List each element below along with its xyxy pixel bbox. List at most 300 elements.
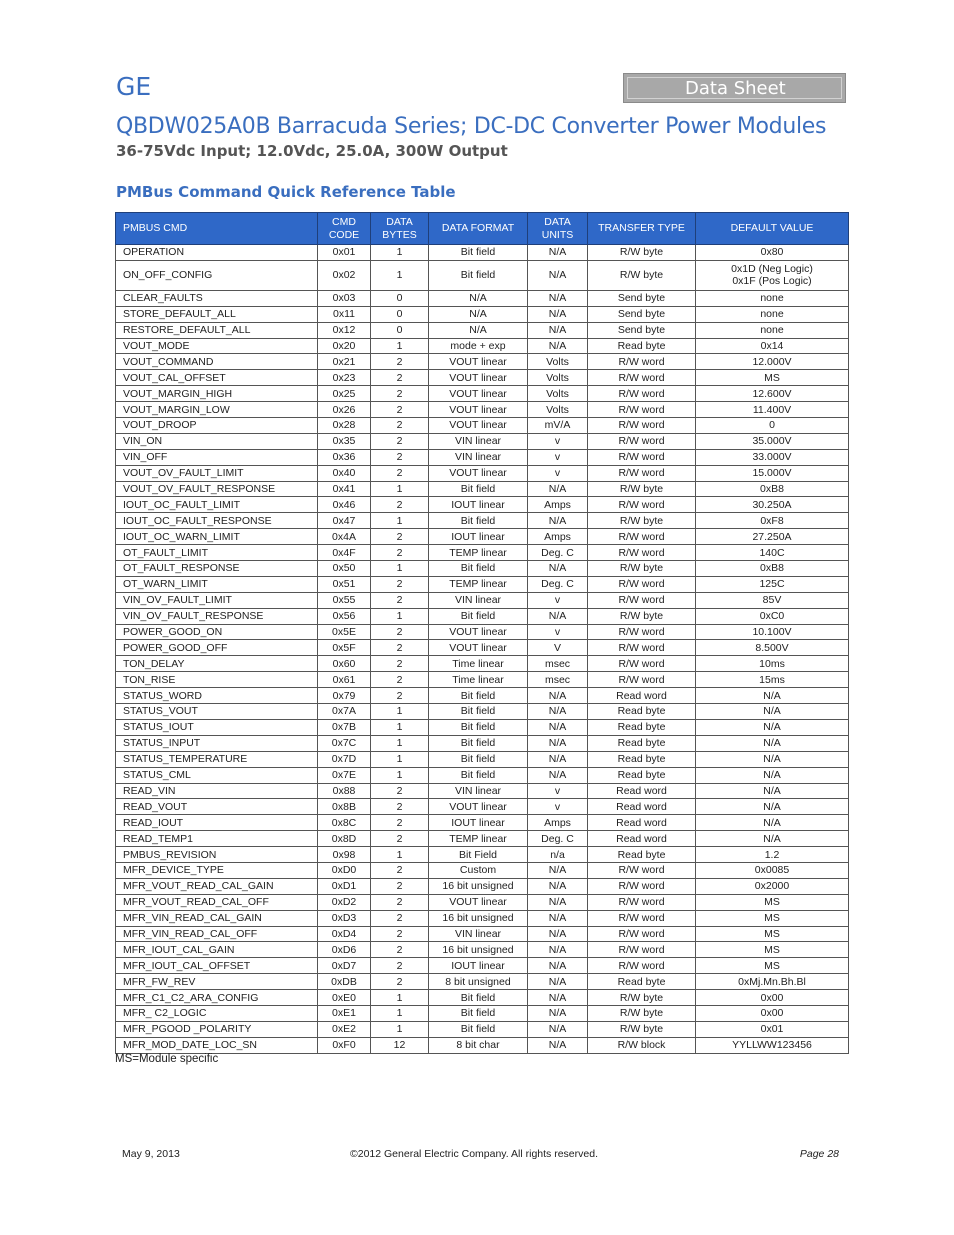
cell-data-format: Bit field xyxy=(429,1005,528,1021)
table-row xyxy=(116,497,849,513)
cell-cmd-code: 0x61 xyxy=(318,672,371,688)
cell-cmd-code: 0x20 xyxy=(318,338,371,354)
cell-cmd-name: MFR_IOUT_CAL_OFFSET xyxy=(116,958,318,974)
cell-cmd-code: 0xD7 xyxy=(318,958,371,974)
cell-cmd-name: VOUT_COMMAND xyxy=(116,354,318,370)
cell-data-bytes: 1 xyxy=(371,847,429,863)
cell-transfer-type: Send byte xyxy=(588,290,696,306)
cell-cmd-code: 0x7A xyxy=(318,704,371,720)
cell-transfer-type: Read word xyxy=(588,815,696,831)
cell-cmd-name: VOUT_CAL_OFFSET xyxy=(116,370,318,386)
cell-data-format: VIN linear xyxy=(429,449,528,465)
cell-cmd-code: 0x50 xyxy=(318,561,371,577)
cell-data-units: n/a xyxy=(528,847,588,863)
cell-transfer-type: R/W word xyxy=(588,465,696,481)
cell-cmd-code: 0xD1 xyxy=(318,878,371,894)
cell-transfer-type: Read byte xyxy=(588,735,696,751)
cell-data-format: Time linear xyxy=(429,656,528,672)
cell-cmd-name: IOUT_OC_FAULT_LIMIT xyxy=(116,497,318,513)
cell-data-format: Bit field xyxy=(429,719,528,735)
table-row xyxy=(116,561,849,577)
footer-date: May 9, 2013 xyxy=(122,1148,180,1160)
cell-transfer-type: R/W word xyxy=(588,497,696,513)
cell-data-units: Amps xyxy=(528,497,588,513)
cell-default-value: none xyxy=(696,306,849,322)
pmbus-command-table xyxy=(115,212,849,1054)
cell-cmd-code: 0x55 xyxy=(318,592,371,608)
cell-data-format: Bit field xyxy=(429,608,528,624)
cell-data-bytes: 2 xyxy=(371,878,429,894)
table-row xyxy=(116,260,849,290)
table-row xyxy=(116,990,849,1006)
cell-default-value: 10.100V xyxy=(696,624,849,640)
cell-data-bytes: 2 xyxy=(371,672,429,688)
cell-data-bytes: 2 xyxy=(371,370,429,386)
cell-data-format: VOUT linear xyxy=(429,465,528,481)
cell-data-format: Bit field xyxy=(429,561,528,577)
table-body xyxy=(116,245,849,1054)
table-row xyxy=(116,767,849,783)
cell-data-format: N/A xyxy=(429,322,528,338)
cell-transfer-type: R/W word xyxy=(588,418,696,434)
cell-transfer-type: Read byte xyxy=(588,974,696,990)
cell-data-units: v xyxy=(528,783,588,799)
document-title: QBDW025A0B Barracuda Series; DC-DC Converter Power Modules xyxy=(116,114,827,139)
cell-data-bytes: 2 xyxy=(371,449,429,465)
cell-transfer-type: R/W word xyxy=(588,592,696,608)
cell-cmd-name: PMBUS_REVISION xyxy=(116,847,318,863)
cell-data-units: N/A xyxy=(528,719,588,735)
cell-default-value: N/A xyxy=(696,688,849,704)
cell-default-value: none xyxy=(696,322,849,338)
cell-data-units: Deg. C xyxy=(528,576,588,592)
cell-data-format: VOUT linear xyxy=(429,624,528,640)
column-header-data-format: DATA FORMAT xyxy=(429,213,528,245)
cell-default-value: 12.600V xyxy=(696,386,849,402)
cell-default-value: N/A xyxy=(696,751,849,767)
cell-default-value: 0 xyxy=(696,418,849,434)
cell-cmd-code: 0x36 xyxy=(318,449,371,465)
cell-data-format: VIN linear xyxy=(429,592,528,608)
cell-data-units: msec xyxy=(528,672,588,688)
cell-cmd-code: 0x7C xyxy=(318,735,371,751)
table-row xyxy=(116,847,849,863)
cell-transfer-type: R/W word xyxy=(588,433,696,449)
cell-cmd-name: MFR_VOUT_READ_CAL_OFF xyxy=(116,894,318,910)
cell-transfer-type: Read byte xyxy=(588,338,696,354)
cell-default-value: N/A xyxy=(696,783,849,799)
cell-cmd-name: READ_VIN xyxy=(116,783,318,799)
cell-transfer-type: R/W word xyxy=(588,894,696,910)
cell-cmd-code: 0x5F xyxy=(318,640,371,656)
column-header-data-bytes: DATA BYTES xyxy=(371,213,429,245)
cell-data-format: Bit field xyxy=(429,513,528,529)
cell-default-value: N/A xyxy=(696,815,849,831)
cell-data-format: Bit field xyxy=(429,245,528,261)
cell-data-format: VOUT linear xyxy=(429,894,528,910)
cell-cmd-code: 0x11 xyxy=(318,306,371,322)
cell-data-format: N/A xyxy=(429,290,528,306)
cell-data-format: IOUT linear xyxy=(429,497,528,513)
cell-transfer-type: R/W byte xyxy=(588,1005,696,1021)
cell-data-units: Volts xyxy=(528,402,588,418)
cell-data-bytes: 2 xyxy=(371,958,429,974)
cell-cmd-code: 0x4A xyxy=(318,529,371,545)
table-row xyxy=(116,958,849,974)
table-row xyxy=(116,656,849,672)
cell-cmd-name: STATUS_TEMPERATURE xyxy=(116,751,318,767)
cell-cmd-name: VOUT_MARGIN_HIGH xyxy=(116,386,318,402)
cell-cmd-name: STATUS_CML xyxy=(116,767,318,783)
cell-data-bytes: 2 xyxy=(371,386,429,402)
cell-data-format: IOUT linear xyxy=(429,529,528,545)
cell-data-units: N/A xyxy=(528,735,588,751)
cell-cmd-name: MFR_VIN_READ_CAL_GAIN xyxy=(116,910,318,926)
cell-default-value: 0x14 xyxy=(696,338,849,354)
cell-data-units: N/A xyxy=(528,878,588,894)
cell-cmd-code: 0x7E xyxy=(318,767,371,783)
cell-cmd-code: 0x21 xyxy=(318,354,371,370)
cell-default-value: MS xyxy=(696,926,849,942)
cell-data-bytes: 2 xyxy=(371,545,429,561)
cell-data-format: Bit field xyxy=(429,704,528,720)
cell-default-value: MS xyxy=(696,958,849,974)
cell-cmd-name: STATUS_WORD xyxy=(116,688,318,704)
cell-default-value: 0x01 xyxy=(696,1021,849,1037)
table-row xyxy=(116,672,849,688)
table-row xyxy=(116,529,849,545)
cell-cmd-name: TON_DELAY xyxy=(116,656,318,672)
cell-data-bytes: 1 xyxy=(371,608,429,624)
table-row xyxy=(116,624,849,640)
cell-cmd-name: MFR_ C2_LOGIC xyxy=(116,1005,318,1021)
table-row xyxy=(116,799,849,815)
cell-data-bytes: 2 xyxy=(371,529,429,545)
cell-cmd-code: 0x12 xyxy=(318,322,371,338)
table-row xyxy=(116,942,849,958)
cell-default-value: 15.000V xyxy=(696,465,849,481)
cell-data-units: N/A xyxy=(528,481,588,497)
cell-data-format: TEMP linear xyxy=(429,545,528,561)
table-row xyxy=(116,402,849,418)
cell-default-value: MS xyxy=(696,370,849,386)
cell-transfer-type: R/W word xyxy=(588,370,696,386)
cell-cmd-code: 0x4F xyxy=(318,545,371,561)
cell-data-units: v xyxy=(528,624,588,640)
cell-cmd-name: VIN_OFF xyxy=(116,449,318,465)
cell-default-value: 125C xyxy=(696,576,849,592)
cell-data-bytes: 2 xyxy=(371,862,429,878)
ge-logo: GE xyxy=(116,72,152,101)
cell-transfer-type: Send byte xyxy=(588,306,696,322)
cell-transfer-type: R/W byte xyxy=(588,513,696,529)
cell-transfer-type: R/W word xyxy=(588,402,696,418)
cell-data-bytes: 2 xyxy=(371,815,429,831)
column-header-data-units: DATA UNITS xyxy=(528,213,588,245)
cell-data-format: Custom xyxy=(429,862,528,878)
cell-data-format: N/A xyxy=(429,306,528,322)
cell-data-bytes: 2 xyxy=(371,656,429,672)
cell-cmd-code: 0x7B xyxy=(318,719,371,735)
cell-transfer-type: R/W word xyxy=(588,545,696,561)
column-header-cmd-code: CMD CODE xyxy=(318,213,371,245)
cell-data-units: N/A xyxy=(528,942,588,958)
cell-data-bytes: 1 xyxy=(371,735,429,751)
cell-data-units: N/A xyxy=(528,894,588,910)
cell-transfer-type: R/W word xyxy=(588,449,696,465)
cell-data-format: IOUT linear xyxy=(429,958,528,974)
cell-cmd-code: 0xD6 xyxy=(318,942,371,958)
cell-data-units: N/A xyxy=(528,958,588,974)
footnote: MS=Module specific xyxy=(115,1053,219,1065)
cell-data-units: msec xyxy=(528,656,588,672)
cell-transfer-type: R/W word xyxy=(588,926,696,942)
cell-transfer-type: Read byte xyxy=(588,751,696,767)
cell-cmd-name: RESTORE_DEFAULT_ALL xyxy=(116,322,318,338)
cell-default-value: 0xC0 xyxy=(696,608,849,624)
cell-cmd-name: OT_WARN_LIMIT xyxy=(116,576,318,592)
table-row xyxy=(116,386,849,402)
table-row xyxy=(116,894,849,910)
cell-data-bytes: 0 xyxy=(371,290,429,306)
cell-cmd-code: 0x26 xyxy=(318,402,371,418)
cell-data-format: Bit field xyxy=(429,735,528,751)
cell-cmd-code: 0x01 xyxy=(318,245,371,261)
cell-data-bytes: 2 xyxy=(371,624,429,640)
cell-data-format: 8 bit unsigned xyxy=(429,974,528,990)
cell-cmd-name: IOUT_OC_FAULT_RESPONSE xyxy=(116,513,318,529)
cell-data-bytes: 2 xyxy=(371,402,429,418)
table-row xyxy=(116,513,849,529)
cell-data-units: N/A xyxy=(528,862,588,878)
cell-transfer-type: Read byte xyxy=(588,719,696,735)
cell-data-bytes: 1 xyxy=(371,751,429,767)
cell-cmd-name: VOUT_MARGIN_LOW xyxy=(116,402,318,418)
cell-default-value: N/A xyxy=(696,767,849,783)
cell-data-bytes: 1 xyxy=(371,1021,429,1037)
cell-cmd-name: OT_FAULT_LIMIT xyxy=(116,545,318,561)
cell-data-units: N/A xyxy=(528,513,588,529)
cell-data-bytes: 2 xyxy=(371,926,429,942)
cell-default-value: 140C xyxy=(696,545,849,561)
data-sheet-badge-label: Data Sheet xyxy=(627,77,842,99)
cell-data-format: VIN linear xyxy=(429,783,528,799)
table-row xyxy=(116,926,849,942)
cell-data-format: Time linear xyxy=(429,672,528,688)
table-row xyxy=(116,608,849,624)
data-sheet-badge xyxy=(623,73,846,103)
cell-transfer-type: R/W word xyxy=(588,386,696,402)
cell-data-bytes: 2 xyxy=(371,799,429,815)
cell-data-bytes: 1 xyxy=(371,1005,429,1021)
cell-default-value: 8.500V xyxy=(696,640,849,656)
cell-data-units: N/A xyxy=(528,290,588,306)
cell-transfer-type: R/W word xyxy=(588,656,696,672)
cell-default-value: 12.000V xyxy=(696,354,849,370)
cell-cmd-name: OPERATION xyxy=(116,245,318,261)
cell-cmd-name: ON_OFF_CONFIG xyxy=(116,260,318,290)
cell-data-format: VOUT linear xyxy=(429,386,528,402)
cell-default-value: 0x1D (Neg Logic) 0x1F (Pos Logic) xyxy=(696,260,849,290)
cell-data-format: VOUT linear xyxy=(429,640,528,656)
footer-page-number: Page 28 xyxy=(799,1148,839,1160)
cell-default-value: 1.2 xyxy=(696,847,849,863)
cell-transfer-type: R/W byte xyxy=(588,990,696,1006)
cell-cmd-code: 0x51 xyxy=(318,576,371,592)
table-row xyxy=(116,576,849,592)
cell-transfer-type: R/W byte xyxy=(588,1021,696,1037)
cell-default-value: 15ms xyxy=(696,672,849,688)
cell-data-bytes: 2 xyxy=(371,831,429,847)
cell-cmd-code: 0xE2 xyxy=(318,1021,371,1037)
cell-cmd-code: 0xE0 xyxy=(318,990,371,1006)
cell-transfer-type: R/W word xyxy=(588,910,696,926)
cell-data-units: N/A xyxy=(528,561,588,577)
cell-default-value: none xyxy=(696,290,849,306)
cell-data-bytes: 1 xyxy=(371,338,429,354)
cell-data-units: N/A xyxy=(528,910,588,926)
cell-transfer-type: Read byte xyxy=(588,847,696,863)
cell-data-bytes: 1 xyxy=(371,561,429,577)
cell-cmd-name: MFR_MOD_DATE_LOC_SN xyxy=(116,1037,318,1053)
cell-transfer-type: R/W word xyxy=(588,958,696,974)
table-row xyxy=(116,974,849,990)
cell-default-value: 0xB8 xyxy=(696,561,849,577)
cell-transfer-type: Read word xyxy=(588,799,696,815)
cell-default-value: 10ms xyxy=(696,656,849,672)
cell-cmd-code: 0x35 xyxy=(318,433,371,449)
cell-transfer-type: Read byte xyxy=(588,767,696,783)
cell-data-bytes: 2 xyxy=(371,688,429,704)
cell-cmd-code: 0x02 xyxy=(318,260,371,290)
cell-data-format: Bit Field xyxy=(429,847,528,863)
cell-data-units: v xyxy=(528,465,588,481)
cell-data-bytes: 1 xyxy=(371,513,429,529)
cell-data-bytes: 1 xyxy=(371,260,429,290)
cell-data-units: N/A xyxy=(528,751,588,767)
cell-cmd-code: 0x60 xyxy=(318,656,371,672)
cell-cmd-name: MFR_DEVICE_TYPE xyxy=(116,862,318,878)
table-row xyxy=(116,862,849,878)
cell-data-bytes: 0 xyxy=(371,322,429,338)
cell-data-bytes: 2 xyxy=(371,465,429,481)
cell-cmd-code: 0x8C xyxy=(318,815,371,831)
cell-data-bytes: 1 xyxy=(371,245,429,261)
cell-cmd-name: STATUS_IOUT xyxy=(116,719,318,735)
cell-data-format: Bit field xyxy=(429,751,528,767)
cell-data-format: VIN linear xyxy=(429,433,528,449)
cell-default-value: YYLLWW123456 xyxy=(696,1037,849,1053)
cell-data-bytes: 2 xyxy=(371,942,429,958)
cell-data-bytes: 1 xyxy=(371,990,429,1006)
cell-cmd-code: 0xD4 xyxy=(318,926,371,942)
cell-transfer-type: R/W block xyxy=(588,1037,696,1053)
cell-data-format: Bit field xyxy=(429,260,528,290)
cell-cmd-name: VOUT_DROOP xyxy=(116,418,318,434)
table-row xyxy=(116,370,849,386)
cell-data-format: VOUT linear xyxy=(429,354,528,370)
cell-data-units: Amps xyxy=(528,815,588,831)
cell-data-units: N/A xyxy=(528,1037,588,1053)
cell-transfer-type: R/W word xyxy=(588,354,696,370)
cell-data-units: N/A xyxy=(528,688,588,704)
cell-transfer-type: R/W word xyxy=(588,640,696,656)
table-row xyxy=(116,688,849,704)
cell-cmd-name: TON_RISE xyxy=(116,672,318,688)
cell-default-value: MS xyxy=(696,894,849,910)
cell-data-units: N/A xyxy=(528,306,588,322)
cell-data-units: Volts xyxy=(528,370,588,386)
cell-data-units: N/A xyxy=(528,245,588,261)
cell-default-value: 0xB8 xyxy=(696,481,849,497)
cell-data-units: Deg. C xyxy=(528,831,588,847)
cell-cmd-code: 0x41 xyxy=(318,481,371,497)
table-row xyxy=(116,751,849,767)
cell-data-units: Volts xyxy=(528,354,588,370)
cell-data-bytes: 2 xyxy=(371,640,429,656)
cell-cmd-code: 0x5E xyxy=(318,624,371,640)
cell-cmd-code: 0x8D xyxy=(318,831,371,847)
cell-cmd-code: 0x7D xyxy=(318,751,371,767)
cell-data-units: N/A xyxy=(528,767,588,783)
cell-cmd-code: 0x56 xyxy=(318,608,371,624)
cell-cmd-code: 0x23 xyxy=(318,370,371,386)
cell-cmd-code: 0x98 xyxy=(318,847,371,863)
table-row xyxy=(116,245,849,261)
cell-transfer-type: R/W word xyxy=(588,529,696,545)
cell-default-value: 0x0085 xyxy=(696,862,849,878)
cell-data-format: Bit field xyxy=(429,767,528,783)
cell-transfer-type: Read word xyxy=(588,831,696,847)
cell-data-bytes: 1 xyxy=(371,704,429,720)
cell-data-units: v xyxy=(528,799,588,815)
cell-data-bytes: 1 xyxy=(371,767,429,783)
cell-data-format: Bit field xyxy=(429,1021,528,1037)
cell-data-bytes: 2 xyxy=(371,910,429,926)
cell-cmd-name: MFR_VOUT_READ_CAL_GAIN xyxy=(116,878,318,894)
table-row xyxy=(116,878,849,894)
table-row xyxy=(116,704,849,720)
column-header-transfer-type: TRANSFER TYPE xyxy=(588,213,696,245)
cell-default-value: 0x00 xyxy=(696,1005,849,1021)
cell-default-value: MS xyxy=(696,910,849,926)
cell-cmd-name: IOUT_OC_WARN_LIMIT xyxy=(116,529,318,545)
cell-default-value: 0xF8 xyxy=(696,513,849,529)
cell-cmd-code: 0x47 xyxy=(318,513,371,529)
cell-default-value: N/A xyxy=(696,799,849,815)
cell-cmd-name: POWER_GOOD_OFF xyxy=(116,640,318,656)
cell-transfer-type: R/W byte xyxy=(588,245,696,261)
cell-cmd-code: 0x03 xyxy=(318,290,371,306)
cell-data-bytes: 2 xyxy=(371,497,429,513)
cell-cmd-name: VIN_ON xyxy=(116,433,318,449)
column-header-pmbus-cmd: PMBUS CMD xyxy=(116,213,318,245)
cell-transfer-type: R/W word xyxy=(588,672,696,688)
cell-data-bytes: 1 xyxy=(371,719,429,735)
cell-cmd-code: 0x28 xyxy=(318,418,371,434)
cell-data-format: Bit field xyxy=(429,688,528,704)
cell-data-units: N/A xyxy=(528,608,588,624)
cell-transfer-type: R/W word xyxy=(588,878,696,894)
cell-default-value: 0x2000 xyxy=(696,878,849,894)
cell-cmd-name: VIN_OV_FAULT_LIMIT xyxy=(116,592,318,608)
cell-data-format: VOUT linear xyxy=(429,799,528,815)
cell-transfer-type: Read word xyxy=(588,783,696,799)
cell-default-value: 0x00 xyxy=(696,990,849,1006)
cell-data-units: Amps xyxy=(528,529,588,545)
cell-cmd-name: OT_FAULT_RESPONSE xyxy=(116,561,318,577)
cell-data-bytes: 1 xyxy=(371,481,429,497)
